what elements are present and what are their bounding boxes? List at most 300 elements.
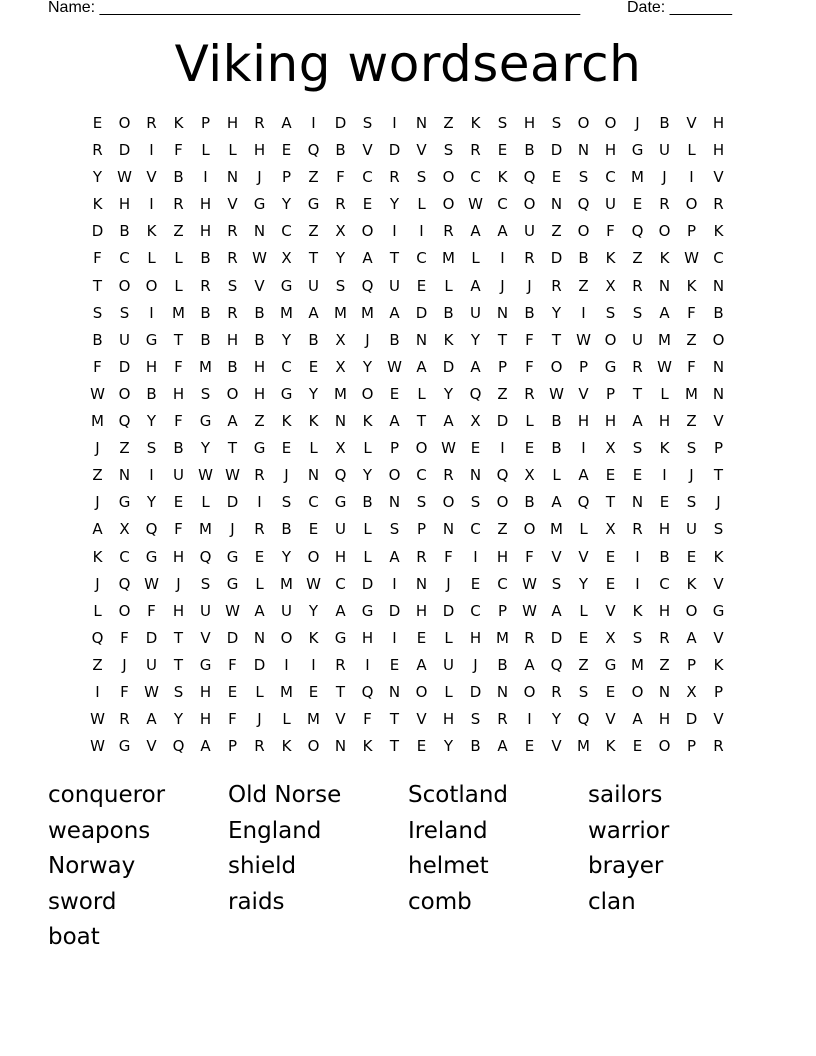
grid-letter: L — [201, 493, 210, 512]
grid-letter: O — [442, 168, 455, 187]
grid-letter: A — [551, 493, 562, 512]
grid-letter: R — [146, 114, 157, 132]
grid-letter: U — [146, 655, 157, 674]
grid-letter: F — [174, 520, 183, 539]
grid-letter: I — [311, 114, 316, 132]
grid-letter: E — [659, 493, 670, 512]
grid-letter: Y — [443, 384, 454, 403]
grid-letter: H — [199, 710, 212, 729]
grid-letter: S — [578, 682, 589, 701]
grid-letter: R — [443, 466, 454, 485]
grid-letter: V — [416, 141, 427, 160]
grid-letter: Q — [577, 710, 590, 729]
grid-letter: Z — [497, 520, 508, 539]
grid-letter: A — [632, 710, 643, 729]
grid-letter: V — [551, 737, 562, 756]
grid-letter: K — [632, 601, 643, 620]
grid-letter: W — [225, 601, 240, 620]
grid-letter: A — [389, 547, 400, 566]
grid-letter: D — [118, 357, 131, 376]
grid-letter: H — [145, 357, 158, 376]
grid-letter: D — [334, 114, 347, 132]
word-list-item: sword — [48, 888, 117, 915]
grid-letter: Q — [334, 466, 347, 485]
grid-letter: O — [118, 384, 131, 403]
word-list-item: weapons — [48, 817, 151, 844]
grid-letter: S — [686, 493, 697, 512]
grid-letter: M — [172, 303, 185, 322]
grid-letter: O — [523, 520, 536, 539]
grid-letter: T — [389, 710, 400, 729]
grid-letter: O — [685, 195, 698, 214]
grid-letter: Z — [497, 384, 508, 403]
grid-letter: E — [605, 682, 616, 701]
grid-letter: D — [388, 601, 401, 620]
grid-letter: Q — [496, 466, 509, 485]
grid-letter: I — [149, 195, 154, 214]
grid-letter: B — [254, 303, 265, 322]
grid-letter: X — [605, 520, 616, 539]
grid-letter: Y — [173, 710, 184, 729]
grid-letter: W — [522, 601, 537, 620]
grid-letter: K — [173, 114, 184, 132]
grid-letter: G — [199, 412, 212, 431]
grid-letter: A — [335, 601, 346, 620]
grid-letter: T — [713, 466, 724, 485]
grid-letter: V — [686, 114, 697, 132]
word-list-item: warrior — [588, 817, 670, 844]
grid-letter: C — [308, 493, 319, 512]
grid-letter: C — [470, 520, 481, 539]
grid-letter: E — [578, 628, 589, 647]
grid-letter: R — [92, 141, 103, 160]
grid-letter: G — [604, 655, 617, 674]
grid-letter: M — [442, 249, 455, 268]
grid-letter: B — [254, 330, 265, 349]
grid-letter: F — [525, 547, 534, 566]
grid-letter: Z — [254, 412, 265, 431]
grid-letter: O — [118, 276, 131, 295]
grid-letter: A — [146, 710, 157, 729]
grid-letter: A — [416, 655, 427, 674]
grid-letter: Z — [659, 655, 670, 674]
grid-letter: J — [230, 520, 235, 539]
grid-letter: A — [470, 357, 481, 376]
grid-letter: R — [497, 710, 508, 729]
word-list-item: conqueror — [48, 782, 166, 808]
grid-letter: S — [605, 303, 616, 322]
grid-letter: T — [308, 249, 319, 268]
grid-letter: W — [549, 384, 564, 403]
grid-letter: I — [500, 439, 505, 458]
grid-letter: R — [119, 710, 130, 729]
grid-letter: H — [199, 682, 212, 701]
grid-letter: P — [416, 520, 427, 539]
grid-letter: Z — [686, 412, 697, 431]
grid-letter: F — [228, 710, 237, 729]
grid-letter: Q — [523, 168, 536, 187]
grid-letter: B — [362, 493, 373, 512]
grid-letter: X — [335, 330, 346, 349]
grid-letter: W — [657, 357, 672, 376]
grid-letter: Q — [91, 628, 104, 647]
grid-letter: V — [578, 547, 589, 566]
grid-letter: X — [335, 222, 346, 241]
grid-letter: X — [470, 412, 481, 431]
grid-letter: I — [581, 303, 586, 322]
grid-letter: T — [335, 682, 346, 701]
page-title: Viking wordsearch — [174, 35, 642, 93]
grid-letter: C — [119, 249, 130, 268]
grid-letter: X — [686, 682, 697, 701]
grid-letter: L — [363, 520, 372, 539]
grid-letter: K — [308, 412, 319, 431]
grid-letter: J — [95, 574, 100, 593]
grid-letter: O — [415, 439, 428, 458]
word-list-item: raids — [228, 888, 285, 915]
grid-letter: U — [659, 141, 670, 160]
grid-letter: E — [281, 141, 292, 160]
grid-letter: B — [551, 412, 562, 431]
word-list-item: Scotland — [408, 782, 508, 808]
grid-letter: J — [284, 466, 289, 485]
grid-letter: B — [92, 330, 103, 349]
grid-letter: E — [173, 493, 184, 512]
grid-letter: I — [689, 168, 694, 187]
grid-letter: D — [550, 141, 563, 160]
grid-letter: E — [524, 737, 535, 756]
grid-letter: P — [200, 114, 211, 132]
grid-letter: N — [415, 114, 428, 132]
grid-letter: T — [551, 330, 562, 349]
grid-letter: O — [604, 330, 617, 349]
grid-letter: L — [552, 466, 561, 485]
grid-letter: R — [254, 520, 265, 539]
grid-letter: B — [578, 249, 589, 268]
grid-letter: X — [335, 357, 346, 376]
word-list-item: brayer — [588, 853, 664, 879]
grid-letter: H — [658, 520, 671, 539]
grid-letter: F — [120, 628, 129, 647]
grid-letter: X — [605, 439, 616, 458]
grid-letter: N — [118, 466, 131, 485]
grid-letter: R — [632, 520, 643, 539]
grid-letter: X — [524, 466, 535, 485]
grid-letter: J — [500, 276, 505, 295]
grid-letter: S — [632, 303, 643, 322]
grid-letter: O — [496, 493, 509, 512]
grid-letter: P — [713, 439, 724, 458]
grid-letter: H — [604, 412, 617, 431]
grid-letter: Q — [631, 222, 644, 241]
grid-letter: K — [713, 547, 724, 566]
grid-letter: K — [362, 412, 373, 431]
grid-letter: I — [149, 466, 154, 485]
grid-letter: S — [470, 493, 481, 512]
grid-letter: M — [334, 303, 347, 322]
grid-letter: Z — [308, 168, 319, 187]
grid-letter: L — [363, 547, 372, 566]
grid-letter: S — [632, 439, 643, 458]
grid-letter: N — [415, 574, 428, 593]
grid-letter: I — [392, 574, 397, 593]
grid-letter: I — [392, 628, 397, 647]
grid-letter: O — [550, 357, 563, 376]
grid-letter: H — [712, 114, 725, 132]
grid-letter: R — [470, 141, 481, 160]
grid-letter: F — [336, 168, 345, 187]
grid-letter: B — [524, 141, 535, 160]
word-list-item: helmet — [408, 853, 489, 879]
grid-letter: Y — [92, 168, 103, 187]
grid-letter: M — [334, 384, 347, 403]
grid-letter: J — [689, 466, 694, 485]
grid-letter: B — [308, 330, 319, 349]
grid-letter: D — [226, 493, 239, 512]
grid-letter: E — [389, 384, 400, 403]
grid-letter: G — [145, 547, 158, 566]
grid-letter: E — [497, 141, 508, 160]
grid-letter: Z — [119, 439, 130, 458]
grid-letter: U — [308, 276, 319, 295]
grid-letter: J — [473, 655, 478, 674]
grid-letter: H — [415, 601, 428, 620]
grid-letter: D — [442, 357, 455, 376]
grid-letter: B — [200, 330, 211, 349]
grid-letter: Y — [146, 412, 157, 431]
grid-letter: K — [92, 547, 103, 566]
grid-letter: P — [281, 168, 292, 187]
grid-letter: Q — [577, 195, 590, 214]
grid-letter: H — [658, 601, 671, 620]
grid-letter: V — [713, 168, 724, 187]
grid-letter: H — [361, 628, 374, 647]
grid-letter: D — [226, 628, 239, 647]
grid-letter: E — [470, 439, 481, 458]
grid-letter: Y — [335, 249, 346, 268]
grid-letter: G — [604, 357, 617, 376]
grid-letter: U — [281, 601, 292, 620]
grid-letter: P — [686, 737, 697, 756]
grid-letter: S — [416, 493, 427, 512]
grid-letter: N — [577, 141, 590, 160]
grid-letter: T — [227, 439, 238, 458]
grid-letter: W — [90, 384, 105, 403]
grid-letter: Z — [443, 114, 454, 132]
grid-letter: Z — [92, 655, 103, 674]
grid-letter: O — [145, 276, 158, 295]
grid-letter: D — [442, 601, 455, 620]
grid-letter: P — [578, 357, 589, 376]
name-field-line: Name: ______________________________________________________ — [48, 0, 581, 16]
grid-letter: O — [658, 737, 671, 756]
date-field-line: Date: _______ — [627, 0, 732, 16]
grid-letter: I — [203, 168, 208, 187]
grid-letter: O — [577, 222, 590, 241]
grid-letter: N — [253, 628, 266, 647]
grid-letter: G — [118, 493, 131, 512]
grid-letter: J — [95, 493, 100, 512]
grid-letter: H — [172, 601, 185, 620]
grid-letter: E — [308, 682, 319, 701]
grid-letter: U — [470, 303, 481, 322]
grid-letter: B — [524, 493, 535, 512]
grid-letter: N — [307, 466, 320, 485]
grid-letter: R — [551, 276, 562, 295]
grid-letter: Q — [577, 493, 590, 512]
grid-letter: E — [308, 520, 319, 539]
grid-letter: N — [334, 412, 347, 431]
grid-letter: A — [92, 520, 103, 539]
grid-letter: C — [605, 168, 616, 187]
grid-letter: A — [254, 601, 265, 620]
grid-letter: J — [662, 168, 667, 187]
grid-letter: L — [255, 574, 264, 593]
grid-letter: F — [174, 357, 183, 376]
grid-letter: A — [200, 737, 211, 756]
grid-letter: S — [146, 439, 157, 458]
grid-letter: K — [497, 168, 508, 187]
grid-letter: F — [93, 249, 102, 268]
grid-letter: L — [444, 276, 453, 295]
grid-letter: Y — [362, 357, 373, 376]
grid-letter: O — [361, 384, 374, 403]
grid-letter: G — [334, 628, 347, 647]
grid-letter: M — [280, 303, 293, 322]
grid-letter: S — [551, 574, 562, 593]
grid-letter: T — [92, 276, 103, 295]
grid-letter: Q — [361, 682, 374, 701]
grid-letter: V — [578, 384, 589, 403]
grid-letter: F — [525, 357, 534, 376]
grid-letter: D — [91, 222, 104, 241]
grid-letter: S — [497, 114, 508, 132]
grid-letter: I — [581, 439, 586, 458]
grid-letter: L — [147, 249, 156, 268]
grid-letter: E — [605, 574, 616, 593]
grid-letter: F — [93, 357, 102, 376]
grid-letter: O — [415, 682, 428, 701]
grid-letter: P — [686, 655, 697, 674]
grid-letter: R — [227, 222, 238, 241]
grid-letter: I — [527, 710, 532, 729]
grid-letter: R — [389, 168, 400, 187]
grid-letter: M — [199, 520, 212, 539]
grid-letter: P — [713, 682, 724, 701]
grid-letter: N — [469, 466, 482, 485]
grid-letter: S — [227, 276, 238, 295]
grid-letter: K — [470, 114, 481, 132]
grid-letter: S — [173, 682, 184, 701]
grid-letter: E — [92, 114, 103, 132]
grid-letter: S — [200, 574, 211, 593]
grid-letter: D — [118, 141, 131, 160]
grid-letter: B — [227, 357, 238, 376]
word-list-item: England — [228, 817, 322, 844]
grid-letter: N — [388, 682, 401, 701]
grid-letter: T — [173, 628, 184, 647]
grid-letter: Y — [281, 195, 292, 214]
grid-letter: P — [227, 737, 238, 756]
grid-letter: G — [280, 384, 293, 403]
grid-letter: I — [95, 682, 100, 701]
grid-letter: K — [659, 439, 670, 458]
grid-letter: Y — [578, 574, 589, 593]
grid-letter: F — [606, 222, 615, 241]
grid-letter: U — [632, 330, 643, 349]
grid-letter: Z — [578, 276, 589, 295]
grid-letter: H — [712, 141, 725, 160]
grid-letter: M — [685, 384, 698, 403]
grid-letter: O — [604, 114, 617, 132]
grid-letter: O — [577, 114, 590, 132]
grid-letter: N — [658, 276, 671, 295]
grid-letter: I — [473, 547, 478, 566]
grid-letter: S — [551, 114, 562, 132]
grid-letter: Q — [550, 655, 563, 674]
grid-letter: K — [362, 737, 373, 756]
grid-letter: X — [605, 628, 616, 647]
grid-letter: T — [605, 493, 616, 512]
grid-letter: H — [253, 141, 266, 160]
grid-letter: U — [335, 520, 346, 539]
grid-letter: A — [308, 303, 319, 322]
grid-letter: B — [146, 384, 157, 403]
grid-letter: Y — [551, 710, 562, 729]
grid-letter: Q — [307, 141, 320, 160]
grid-letter: W — [441, 439, 456, 458]
word-list — [48, 778, 768, 956]
grid-letter: I — [635, 574, 640, 593]
grid-letter: I — [392, 222, 397, 241]
grid-letter: R — [200, 276, 211, 295]
grid-letter: J — [716, 493, 721, 512]
grid-letter: K — [92, 195, 103, 214]
grid-letter: O — [712, 330, 725, 349]
grid-letter: Y — [308, 601, 319, 620]
grid-letter: R — [713, 737, 724, 756]
grid-letter: M — [199, 357, 212, 376]
grid-letter: K — [686, 276, 697, 295]
grid-letter: A — [416, 357, 427, 376]
grid-letter: E — [227, 682, 238, 701]
grid-letter: H — [253, 384, 266, 403]
grid-letter: Z — [551, 222, 562, 241]
grid-letter: Z — [308, 222, 319, 241]
grid-letter: W — [522, 574, 537, 593]
grid-letter: R — [227, 303, 238, 322]
grid-letter: A — [281, 114, 292, 132]
grid-letter: P — [497, 357, 508, 376]
grid-letter: L — [363, 439, 372, 458]
grid-letter: S — [200, 384, 211, 403]
grid-letter: E — [308, 357, 319, 376]
grid-letter: H — [334, 547, 347, 566]
grid-letter: V — [146, 168, 157, 187]
grid-letter: E — [470, 574, 481, 593]
grid-letter: D — [145, 628, 158, 647]
grid-letter: N — [658, 682, 671, 701]
grid-letter: B — [443, 303, 454, 322]
grid-letter: R — [632, 276, 643, 295]
grid-letter: Q — [361, 276, 374, 295]
grid-letter: W — [252, 249, 267, 268]
grid-letter: P — [686, 222, 697, 241]
grid-letter: L — [660, 384, 669, 403]
grid-letter: A — [524, 655, 535, 674]
grid-letter: R — [335, 655, 346, 674]
grid-letter: V — [416, 710, 427, 729]
